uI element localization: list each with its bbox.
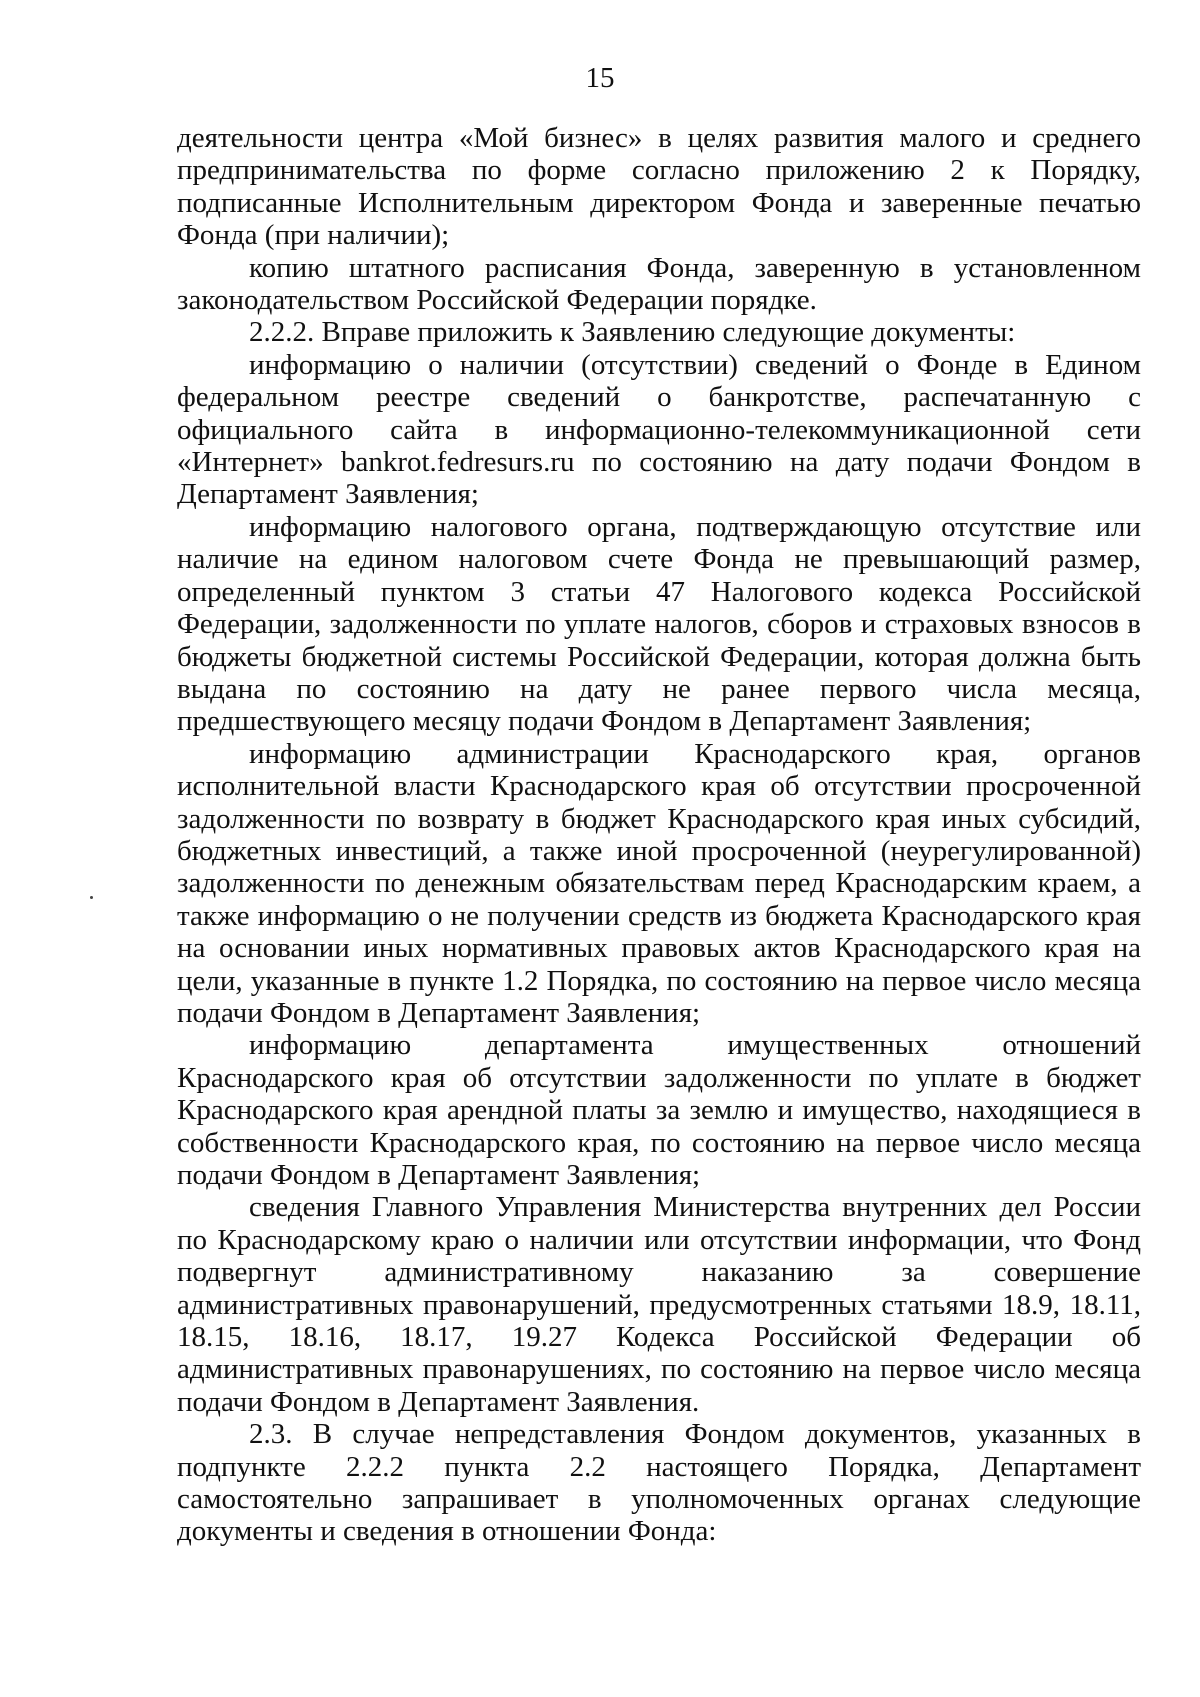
paragraph-2-3: 2.3. В случае непредставления Фондом документов, указанных в подпункте 2.2.2 пункта 2.2 настоящего Порядка, Департамент самостоятельно запрашивает в уполномоченных органах следующие документы и сведения в отношении Фонда: (177, 1418, 1141, 1548)
paragraph-bankruptcy-info: информацию о наличии (отсутствии) сведений о Фонде в Едином федеральном реестре сведений о банкротстве, распечатанную с официального сайта в информационно-телекоммуникационной сети «Интернет» bankrot.fedresurs.ru по состоянию на дату подачи Фондом в Департамент Заявления; (177, 348, 1141, 511)
document-body (177, 122, 1141, 1548)
paragraph-staff-schedule: копию штатного расписания Фонда, заверенную в установленном законодательством Российской Федерации порядке. (177, 251, 1141, 317)
paragraph-administration-info: информацию администрации Краснодарского края, органов исполнительной власти Краснодарского края об отсутствии просроченной задолженности по возврату в бюджет Краснодарского края иных субсидий, бюджетных инвестиций, а также иной просроченной (неурегулированной) задолженности по денежным обязательствам перед Краснодарским краем, а также информацию о не получении средств из бюджета Краснодарского края на основании иных нормативных правовых актов Краснодарского края на цели, указанные в пункте 1.2 Порядка, по состоянию на первое число месяца подачи Фондом в Департамент Заявления; (177, 737, 1141, 1029)
paragraph-mvd-info: сведения Главного Управления Министерства внутренних дел России по Краснодарскому краю о наличии или отсутствии информации, что Фонд подвергнут административному наказанию за совершение административных правонарушений, предусмотренных статьями 18.9, 18.11, 18.15, 18.16, 18.17, 19.27 Кодекса Российской Федерации об административных правонарушениях, по состоянию на первое число месяца подачи Фондом в Департамент Заявления. (177, 1191, 1141, 1418)
scan-speck (90, 896, 93, 899)
paragraph-continuation: деятельности центра «Мой бизнес» в целях развития малого и среднего предпринимательства по форме согласно приложению 2 к Порядку, подписанные Исполнительным директором Фонда и заверенные печатью Фонда (при наличии); (177, 122, 1141, 252)
paragraph-tax-info: информацию налогового органа, подтверждающую отсутствие или наличие на едином налоговом счете Фонда не превышающий размер, определенный пунктом 3 статьи 47 Налогового кодекса Российской Федерации, задолженности по уплате налогов, сборов и страховых взносов в бюджеты бюджетной системы Российской Федерации, которая должна быть выдана по состоянию на дату не ранее первого числа месяца, предшествующего месяцу подачи Фондом в Департамент Заявления; (177, 510, 1141, 738)
page-number: 15 (585, 62, 615, 94)
paragraph-2-2-2: 2.2.2. Вправе приложить к Заявлению следующие документы: (249, 316, 1016, 349)
paragraph-property-dept-info: информацию департамента имущественных отношений Краснодарского края об отсутствии задолженности по уплате в бюджет Краснодарского края арендной платы за землю и имущество, находящиеся в собственности Краснодарского края, по состоянию на первое число месяца подачи Фондом в Департамент Заявления; (177, 1029, 1141, 1191)
